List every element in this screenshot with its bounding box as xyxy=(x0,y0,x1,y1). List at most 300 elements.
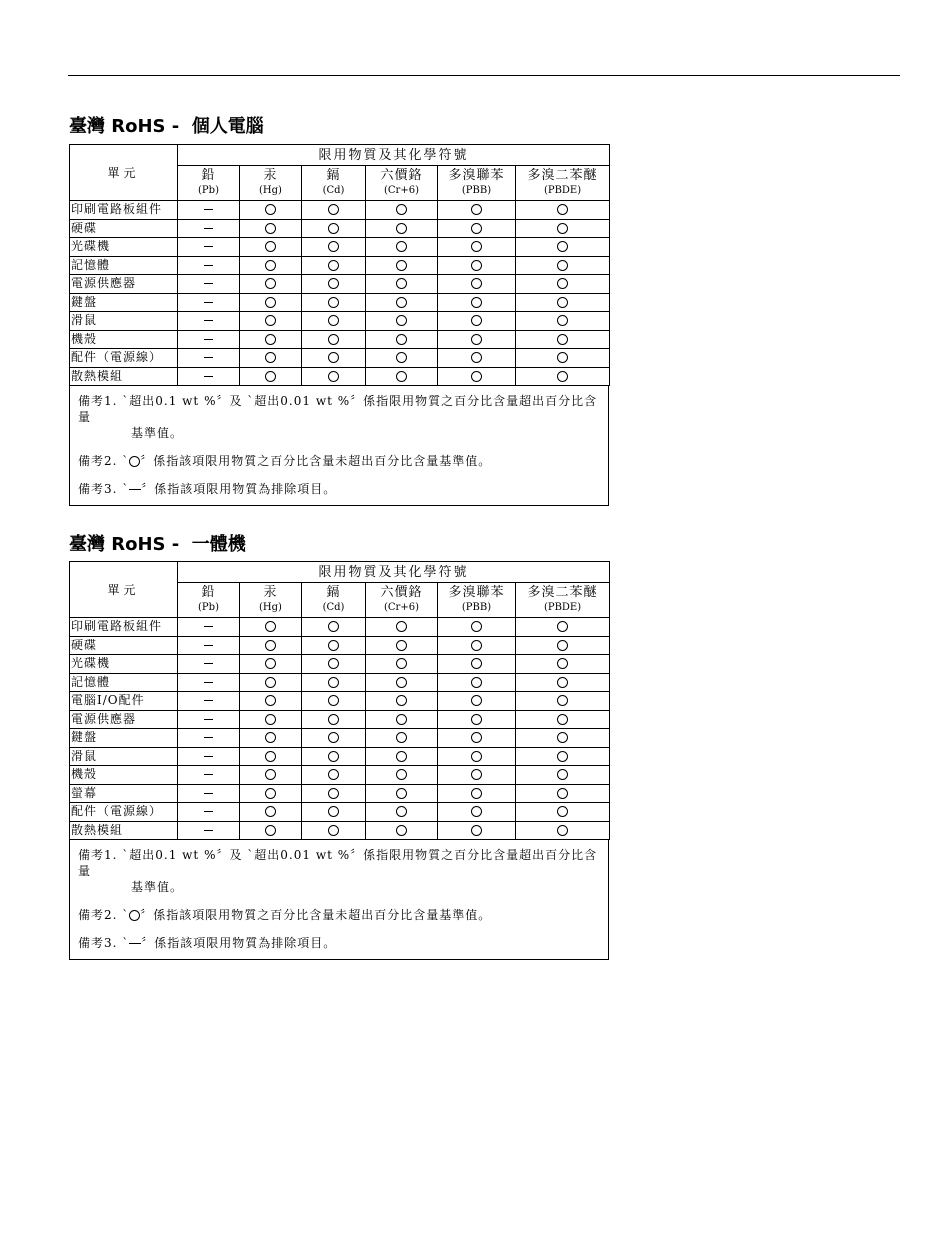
note-1-continuation: 基準值。 xyxy=(131,426,184,440)
mark-cell xyxy=(302,636,366,655)
circle-mark-icon xyxy=(557,352,568,363)
unit-name: 散熱模組 xyxy=(70,821,178,840)
mark-cell xyxy=(516,710,610,729)
circle-mark-icon xyxy=(328,751,339,762)
mark-cell xyxy=(438,238,516,257)
circle-mark-icon xyxy=(328,334,339,345)
dash-mark-icon xyxy=(204,719,213,720)
mark-cell xyxy=(516,201,610,220)
unit-header: 單元 xyxy=(70,145,178,201)
table-row xyxy=(70,238,610,257)
circle-mark-icon xyxy=(471,677,482,688)
mark-cell xyxy=(516,747,610,766)
circle-mark-icon xyxy=(557,751,568,762)
substance-name: 多溴二苯醚 xyxy=(527,168,598,183)
mark-cell xyxy=(438,784,516,803)
mark-cell xyxy=(240,803,302,822)
mark-cell xyxy=(516,821,610,840)
mark-cell xyxy=(302,655,366,674)
circle-mark-icon xyxy=(471,788,482,799)
mark-cell xyxy=(438,275,516,294)
mark-cell xyxy=(178,238,240,257)
substance-header-cell xyxy=(366,583,438,618)
circle-mark-icon xyxy=(396,714,407,725)
mark-cell xyxy=(178,766,240,785)
mark-cell xyxy=(302,275,366,294)
mark-cell xyxy=(366,256,438,275)
mark-cell xyxy=(178,821,240,840)
mark-cell xyxy=(178,312,240,331)
mark-cell xyxy=(302,710,366,729)
unit-name: 光碟機 xyxy=(70,655,178,674)
circle-mark-icon xyxy=(328,695,339,706)
circle-mark-icon xyxy=(396,806,407,817)
mark-cell xyxy=(366,655,438,674)
circle-mark-icon xyxy=(471,204,482,215)
table-row xyxy=(70,747,610,766)
dash-mark-icon xyxy=(204,228,213,229)
mark-cell xyxy=(240,293,302,312)
header-rule xyxy=(68,75,900,76)
unit-name: 電源供應器 xyxy=(70,710,178,729)
note-3-text: 〞係指該項限用物質為排除項目。 xyxy=(141,482,337,496)
circle-mark-icon xyxy=(328,714,339,725)
mark-cell xyxy=(240,367,302,386)
circle-mark-icon xyxy=(471,751,482,762)
unit-name: 鍵盤 xyxy=(70,293,178,312)
mark-cell xyxy=(240,655,302,674)
mark-cell xyxy=(302,803,366,822)
circle-mark-icon xyxy=(328,315,339,326)
mark-cell xyxy=(178,293,240,312)
mark-cell xyxy=(240,821,302,840)
note-3-prefix: 備考3. ˋ xyxy=(78,482,130,496)
unit-name: 光碟機 xyxy=(70,238,178,257)
substance-header-cell xyxy=(516,166,610,201)
substance-symbol: (Cd) xyxy=(322,185,345,196)
note-2 xyxy=(70,453,608,469)
table-row xyxy=(70,655,610,674)
mark-cell xyxy=(438,655,516,674)
mark-cell xyxy=(516,349,610,368)
circle-mark-icon xyxy=(396,260,407,271)
mark-cell xyxy=(516,367,610,386)
substances-header: 限用物質及其化學符號 xyxy=(178,562,610,583)
mark-cell xyxy=(240,330,302,349)
mark-cell xyxy=(516,238,610,257)
mark-cell xyxy=(366,766,438,785)
circle-mark-icon xyxy=(328,352,339,363)
circle-mark-icon xyxy=(328,732,339,743)
circle-mark-icon xyxy=(265,677,276,688)
dash-mark-icon xyxy=(204,793,213,794)
circle-mark-icon xyxy=(557,658,568,669)
mark-cell xyxy=(438,673,516,692)
mark-cell xyxy=(240,201,302,220)
circle-mark-icon xyxy=(557,769,568,780)
table-row xyxy=(70,618,610,637)
circle-mark-icon xyxy=(265,640,276,651)
circle-mark-icon xyxy=(557,371,568,382)
circle-mark-icon xyxy=(396,658,407,669)
unit-name: 滑鼠 xyxy=(70,747,178,766)
mark-cell xyxy=(302,256,366,275)
mark-cell xyxy=(516,766,610,785)
mark-cell xyxy=(366,710,438,729)
circle-mark-icon xyxy=(557,695,568,706)
dash-mark-icon xyxy=(204,663,213,664)
mark-cell xyxy=(240,312,302,331)
dash-mark-icon xyxy=(204,774,213,775)
circle-mark-icon xyxy=(471,297,482,308)
circle-mark-icon xyxy=(557,825,568,836)
substance-header-cell xyxy=(438,166,516,201)
mark-cell xyxy=(366,673,438,692)
circle-mark-icon xyxy=(396,788,407,799)
circle-mark-icon xyxy=(328,788,339,799)
dash-mark-icon xyxy=(204,811,213,812)
note-2-text: 〞係指該項限用物質之百分比含量未超出百分比含量基準值。 xyxy=(140,908,492,922)
dash-mark-icon xyxy=(204,756,213,757)
mark-cell xyxy=(516,618,610,637)
substance-name: 鎘 xyxy=(326,168,341,183)
substance-name: 六價鉻 xyxy=(380,168,423,183)
mark-cell xyxy=(516,803,610,822)
mark-cell xyxy=(178,784,240,803)
circle-mark-icon xyxy=(129,910,140,921)
mark-cell xyxy=(438,293,516,312)
circle-mark-icon xyxy=(265,371,276,382)
unit-name: 螢幕 xyxy=(70,784,178,803)
circle-mark-icon xyxy=(396,223,407,234)
substance-name: 汞 xyxy=(263,585,278,600)
substance-name: 鎘 xyxy=(326,585,341,600)
dash-mark-icon xyxy=(129,943,141,944)
unit-name: 硬碟 xyxy=(70,636,178,655)
unit-name: 機殼 xyxy=(70,330,178,349)
mark-cell xyxy=(178,673,240,692)
note-3 xyxy=(70,481,608,497)
unit-header: 單元 xyxy=(70,562,178,618)
table-row xyxy=(70,312,610,331)
dash-mark-icon xyxy=(204,737,213,738)
table-row xyxy=(70,803,610,822)
substance-symbol: (PBDE) xyxy=(543,185,582,196)
mark-cell xyxy=(366,636,438,655)
circle-mark-icon xyxy=(557,241,568,252)
mark-cell xyxy=(516,293,610,312)
circle-mark-icon xyxy=(396,241,407,252)
mark-cell xyxy=(366,330,438,349)
table-row xyxy=(70,821,610,840)
mark-cell xyxy=(516,256,610,275)
note-3 xyxy=(70,935,608,951)
circle-mark-icon xyxy=(396,204,407,215)
substance-name: 多溴二苯醚 xyxy=(527,585,598,600)
circle-mark-icon xyxy=(471,371,482,382)
substance-symbol: (Pb) xyxy=(198,185,219,196)
mark-cell xyxy=(438,618,516,637)
substance-header-cell xyxy=(366,166,438,201)
circle-mark-icon xyxy=(396,371,407,382)
mark-cell xyxy=(516,729,610,748)
table-row xyxy=(70,636,610,655)
mark-cell xyxy=(516,219,610,238)
circle-mark-icon xyxy=(265,695,276,706)
mark-cell xyxy=(178,636,240,655)
circle-mark-icon xyxy=(471,714,482,725)
mark-cell xyxy=(438,330,516,349)
table-row xyxy=(70,784,610,803)
mark-cell xyxy=(516,673,610,692)
circle-mark-icon xyxy=(471,621,482,632)
substance-header-cell xyxy=(438,583,516,618)
circle-mark-icon xyxy=(396,695,407,706)
substance-name: 鉛 xyxy=(201,585,216,600)
substance-header-cell xyxy=(302,166,366,201)
substance-header-cell xyxy=(240,583,302,618)
circle-mark-icon xyxy=(557,806,568,817)
table-row xyxy=(70,349,610,368)
mark-cell xyxy=(438,729,516,748)
table-row xyxy=(70,293,610,312)
mark-cell xyxy=(366,747,438,766)
mark-cell xyxy=(178,367,240,386)
mark-cell xyxy=(240,256,302,275)
substance-header-cell xyxy=(302,583,366,618)
circle-mark-icon xyxy=(396,315,407,326)
table-row xyxy=(70,710,610,729)
circle-mark-icon xyxy=(265,334,276,345)
substance-name: 多溴聯苯 xyxy=(448,585,505,600)
mark-cell xyxy=(240,692,302,711)
mark-cell xyxy=(302,673,366,692)
substance-symbol: (Cd) xyxy=(322,602,345,613)
mark-cell xyxy=(302,766,366,785)
table-row xyxy=(70,766,610,785)
table-row xyxy=(70,330,610,349)
note-1-text: 備考1. ˋ超出0.1 wt %〞及 ˋ超出0.01 wt %〞係指限用物質之百分比含量超出百分比含量 xyxy=(78,848,598,878)
mark-cell xyxy=(366,692,438,711)
mark-cell xyxy=(302,349,366,368)
mark-cell xyxy=(438,367,516,386)
mark-cell xyxy=(302,330,366,349)
substance-symbol: (PBB) xyxy=(461,602,492,613)
circle-mark-icon xyxy=(328,658,339,669)
substance-symbol: (Hg) xyxy=(259,185,282,196)
unit-name: 鍵盤 xyxy=(70,729,178,748)
mark-cell xyxy=(178,710,240,729)
circle-mark-icon xyxy=(328,260,339,271)
mark-cell xyxy=(178,803,240,822)
mark-cell xyxy=(240,766,302,785)
mark-cell xyxy=(438,219,516,238)
note-3-text: 〞係指該項限用物質為排除項目。 xyxy=(141,936,337,950)
circle-mark-icon xyxy=(328,223,339,234)
circle-mark-icon xyxy=(396,297,407,308)
circle-mark-icon xyxy=(557,621,568,632)
mark-cell xyxy=(178,219,240,238)
table-row xyxy=(70,275,610,294)
note-2 xyxy=(70,907,608,923)
mark-cell xyxy=(438,201,516,220)
circle-mark-icon xyxy=(328,297,339,308)
mark-cell xyxy=(178,692,240,711)
circle-mark-icon xyxy=(471,658,482,669)
mark-cell xyxy=(366,201,438,220)
mark-cell xyxy=(302,312,366,331)
mark-cell xyxy=(438,312,516,331)
unit-name: 滑鼠 xyxy=(70,312,178,331)
circle-mark-icon xyxy=(557,714,568,725)
circle-mark-icon xyxy=(557,788,568,799)
mark-cell xyxy=(516,636,610,655)
mark-cell xyxy=(178,618,240,637)
dash-mark-icon xyxy=(204,626,213,627)
circle-mark-icon xyxy=(557,278,568,289)
mark-cell xyxy=(302,747,366,766)
unit-name: 印刷電路板組件 xyxy=(70,201,178,220)
dash-mark-icon xyxy=(204,376,213,377)
mark-cell xyxy=(240,349,302,368)
note-3-prefix: 備考3. ˋ xyxy=(78,936,130,950)
circle-mark-icon xyxy=(557,677,568,688)
circle-mark-icon xyxy=(265,751,276,762)
circle-mark-icon xyxy=(265,204,276,215)
circle-mark-icon xyxy=(328,241,339,252)
circle-mark-icon xyxy=(396,640,407,651)
dash-mark-icon xyxy=(204,265,213,266)
mark-cell xyxy=(240,238,302,257)
circle-mark-icon xyxy=(396,825,407,836)
note-1-continuation: 基準值。 xyxy=(131,880,184,894)
mark-cell xyxy=(302,367,366,386)
circle-mark-icon xyxy=(265,658,276,669)
unit-name: 印刷電路板組件 xyxy=(70,618,178,637)
circle-mark-icon xyxy=(328,621,339,632)
substance-name: 多溴聯苯 xyxy=(448,168,505,183)
rohs-section-aio xyxy=(69,561,609,960)
mark-cell xyxy=(366,275,438,294)
mark-cell xyxy=(438,692,516,711)
circle-mark-icon xyxy=(557,732,568,743)
section-title-aio: 臺灣 RoHS - 一體機 xyxy=(69,534,246,555)
dash-mark-icon xyxy=(204,700,213,701)
mark-cell xyxy=(302,821,366,840)
substance-name: 鉛 xyxy=(201,168,216,183)
circle-mark-icon xyxy=(328,640,339,651)
mark-cell xyxy=(240,219,302,238)
circle-mark-icon xyxy=(265,825,276,836)
circle-mark-icon xyxy=(328,825,339,836)
mark-cell xyxy=(240,636,302,655)
mark-cell xyxy=(302,618,366,637)
circle-mark-icon xyxy=(396,334,407,345)
circle-mark-icon xyxy=(328,278,339,289)
circle-mark-icon xyxy=(396,769,407,780)
table-row xyxy=(70,256,610,275)
rohs-section-pc xyxy=(69,144,609,506)
mark-cell xyxy=(438,349,516,368)
circle-mark-icon xyxy=(265,769,276,780)
circle-mark-icon xyxy=(265,788,276,799)
mark-cell xyxy=(516,692,610,711)
circle-mark-icon xyxy=(396,677,407,688)
mark-cell xyxy=(240,729,302,748)
substance-name: 汞 xyxy=(263,168,278,183)
mark-cell xyxy=(366,349,438,368)
mark-cell xyxy=(438,710,516,729)
dash-mark-icon xyxy=(204,320,213,321)
table-row xyxy=(70,673,610,692)
circle-mark-icon xyxy=(471,352,482,363)
substance-header-cell xyxy=(516,583,610,618)
mark-cell xyxy=(178,655,240,674)
circle-mark-icon xyxy=(471,223,482,234)
dash-mark-icon xyxy=(204,357,213,358)
circle-mark-icon xyxy=(328,806,339,817)
circle-mark-icon xyxy=(471,769,482,780)
circle-mark-icon xyxy=(265,352,276,363)
table-row xyxy=(70,367,610,386)
note-2-text: 〞係指該項限用物質之百分比含量未超出百分比含量基準值。 xyxy=(140,454,492,468)
mark-cell xyxy=(302,729,366,748)
mark-cell xyxy=(366,312,438,331)
mark-cell xyxy=(178,729,240,748)
circle-mark-icon xyxy=(129,456,140,467)
mark-cell xyxy=(178,330,240,349)
dash-mark-icon xyxy=(204,339,213,340)
mark-cell xyxy=(438,636,516,655)
circle-mark-icon xyxy=(557,260,568,271)
circle-mark-icon xyxy=(265,714,276,725)
mark-cell xyxy=(240,673,302,692)
dash-mark-icon xyxy=(204,209,213,210)
unit-name: 電源供應器 xyxy=(70,275,178,294)
rohs-table-aio xyxy=(69,561,610,840)
unit-name: 配件（電源線） xyxy=(70,349,178,368)
header-row xyxy=(70,562,610,583)
substance-symbol: (PBDE) xyxy=(543,602,582,613)
substance-header-cell xyxy=(178,166,240,201)
mark-cell xyxy=(366,238,438,257)
table-row xyxy=(70,729,610,748)
substances-header: 限用物質及其化學符號 xyxy=(178,145,610,166)
substance-symbol: (Cr+6) xyxy=(384,602,419,613)
mark-cell xyxy=(178,275,240,294)
circle-mark-icon xyxy=(557,204,568,215)
mark-cell xyxy=(516,655,610,674)
circle-mark-icon xyxy=(265,260,276,271)
circle-mark-icon xyxy=(328,677,339,688)
mark-cell xyxy=(366,803,438,822)
dash-mark-icon xyxy=(204,830,213,831)
circle-mark-icon xyxy=(265,806,276,817)
mark-cell xyxy=(240,710,302,729)
note-2-prefix: 備考2. ˋ xyxy=(78,908,130,922)
circle-mark-icon xyxy=(265,297,276,308)
substance-symbol: (Hg) xyxy=(259,602,282,613)
unit-name: 散熱模組 xyxy=(70,367,178,386)
table-row xyxy=(70,692,610,711)
note-1 xyxy=(70,393,608,441)
table-row xyxy=(70,201,610,220)
circle-mark-icon xyxy=(328,204,339,215)
note-1 xyxy=(70,847,608,895)
circle-mark-icon xyxy=(396,352,407,363)
mark-cell xyxy=(438,821,516,840)
unit-name: 機殼 xyxy=(70,766,178,785)
